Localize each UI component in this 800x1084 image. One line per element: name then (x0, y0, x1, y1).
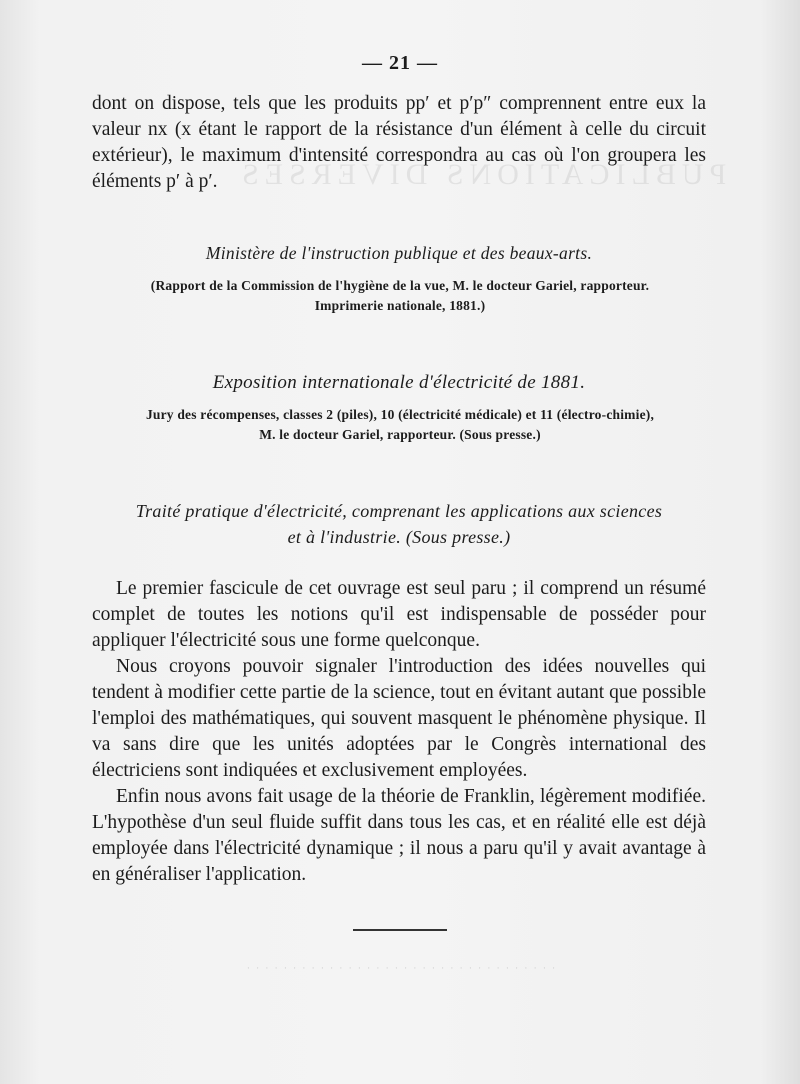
section-title-line: Traité pratique d'électricité, comprenant les applications aux sciences (135, 501, 663, 521)
section-title-line: et à l'industrie. (Sous presse.) (287, 527, 511, 547)
intro-line: éléments p′ à p′. (92, 171, 218, 192)
section-note-line: M. le docteur Gariel, rapporteur. (Sous presse.) (259, 427, 541, 442)
section-exposition (92, 372, 706, 394)
intro-line: extérieur), le maximum d'intensité correspondra au cas où l'on groupera les (92, 145, 706, 166)
section-ministere (92, 243, 706, 264)
body-paragraph: Enfin nous avons fait usage de la théorie de Franklin, légèrement modifiée. L'hypothèse d'un seul fluide suffit dans tous les cas, et en réalité elle est déjà employée dans l'électricité dynamique ; il nous a paru qu'il y avait avantage à en généraliser l'application. (92, 786, 706, 885)
body-paragraph: Nous croyons pouvoir signaler l'introduction des idées nouvelles qui tendent à modifier cette partie de la science, tout en évitant autant que possible l'emploi des mathématiques, qui souvent masquent le phénomène physique. Il va sans dire que les unités adoptées par le Congrès international des électriciens sont indiquées et exclusivement employées. (92, 656, 707, 781)
intro-line: valeur nx (x étant le rapport de la résistance d'un élément à celle du circuit (92, 119, 706, 140)
section-note-line: Imprimerie nationale, 1881.) (314, 298, 486, 313)
bleed-through-footer-decoration: · · · · · · · · · · · · · · · · · · · · · · · · · · · · · · · · · · (244, 963, 556, 973)
intro-paragraph (92, 91, 706, 195)
section-exposition-note (112, 405, 688, 445)
section-title: Ministère de l'instruction publique et des beaux-arts. (205, 243, 593, 263)
intro-line: dont on dispose, tels que les produits pp′ et p′p″ comprennent entre eux la (92, 93, 706, 114)
section-traite (92, 498, 706, 550)
page-number: — 21 — (362, 52, 438, 74)
section-title: Exposition internationale d'électricité de 1881. (212, 372, 586, 393)
body-paragraph: Le premier fascicule de cet ouvrage est seul paru ; il comprend un résumé complet de toutes les notions qu'il est indispensable de posséder pour appliquer l'électricité sous une forme quelconque. (92, 578, 706, 651)
body-text (92, 576, 706, 888)
closing-rule (353, 929, 447, 931)
section-ministere-note (110, 276, 690, 316)
bleed-through-decoration: PUBLICATIONS DIVERSES (236, 158, 727, 191)
section-note-line: (Rapport de la Commission de l'hygiène de la vue, M. le docteur Gariel, rapporteur. (150, 278, 650, 293)
section-note-line: Jury des récompenses, classes 2 (piles), 10 (électricité médicale) et 11 (électro-chimie), (145, 407, 655, 422)
